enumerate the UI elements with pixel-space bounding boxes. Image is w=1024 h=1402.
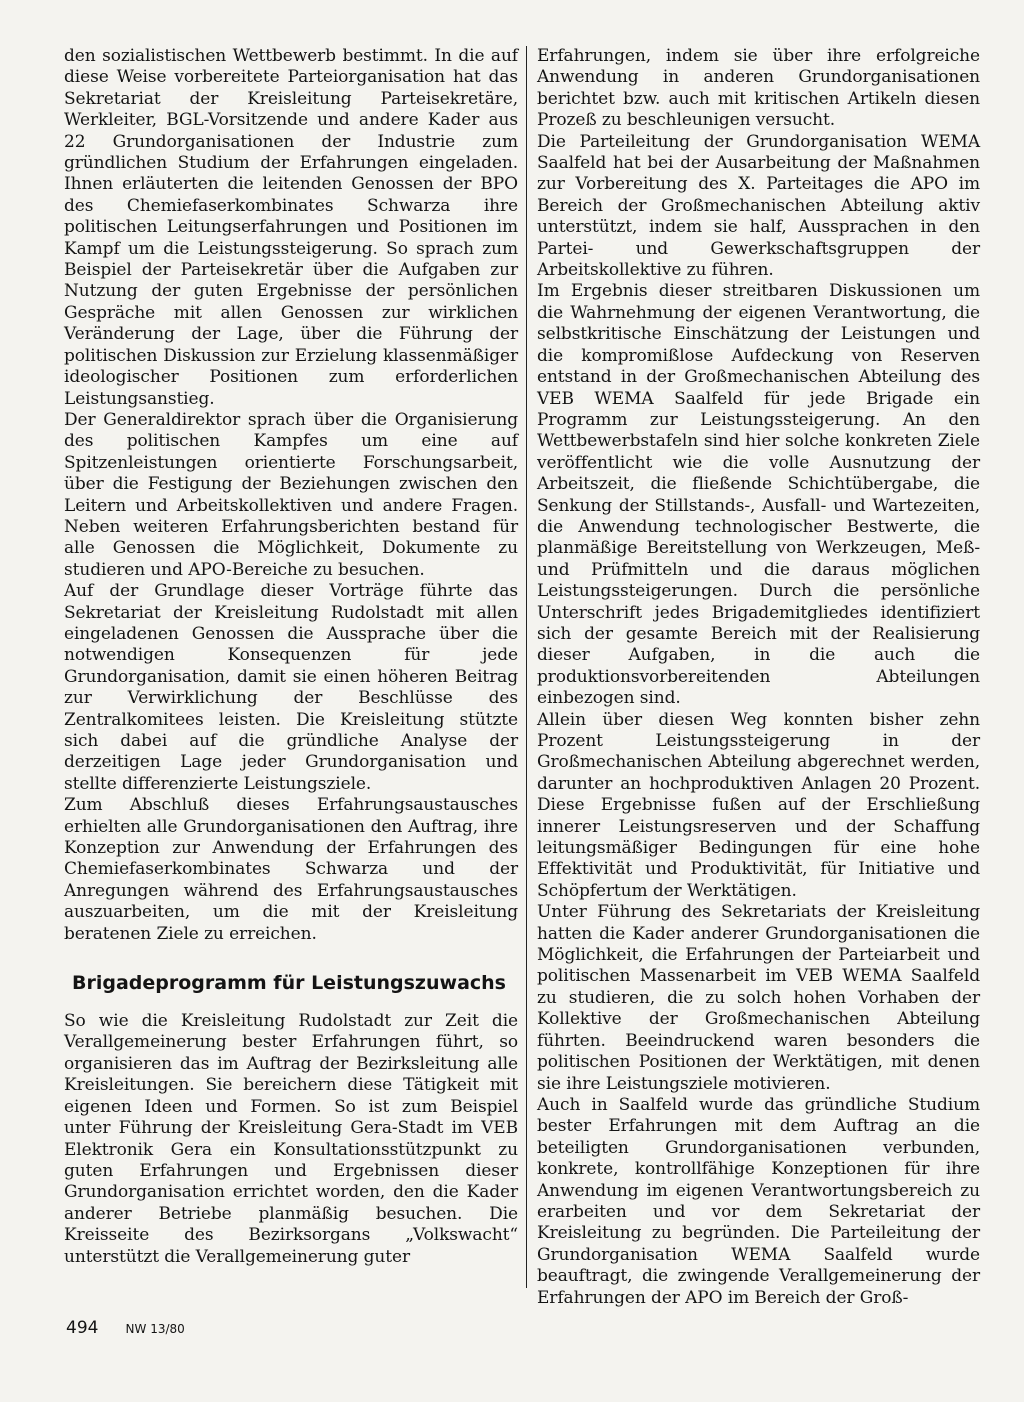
paragraph: So wie die Kreisleitung Rudolstadt zur Zeit die Verallgemeinerung bester Erfahrungen führt, so organisieren das im Auftrag der Bezirksleitung alle Kreisleitungen. Sie bereichern diese Tätigkeit mit eigenen Ideen und Formen. So ist zum Beispiel unter Führung der Kreisleitung Gera-Stadt im VEB Elektronik Gera ein Konsultationsstützpunkt zu guten Erfahrungen und Ergebnissen dieser Grundorganisation errichtet worden, den die Kader anderer Betriebe planmäßig besuchen. Die Kreisseite des Bezirksorgans „Volkswacht“ unterstützt die Verallgemeinerung guter [64,1011,518,1267]
page-footer [66,1318,185,1338]
paragraph: Der Generaldirektor sprach über die Organisierung des politischen Kampfes um eine auf Spitzenleistungen orientierte Forschungsarbeit, über die Festigung der Beziehungen zwischen den Leitern und Arbeitskollektiven und andere Fragen. Neben weiteren Erfahrungsberichten bestand für alle Genossen die Möglichkeit, Dokumente zu studieren und APO-Bereiche zu besuchen. [64,409,518,580]
paragraph: Im Ergebnis dieser streitbaren Diskussionen um die Wahrnehmung der eigenen Verantwortung, die selbstkritische Einschätzung der Leistungen und die kompromißlose Aufdeckung von Reserven entstand in der Großmechanischen Abteilung des VEB WEMA Saalfeld für jede Brigade ein Programm zur Leistungssteigerung. An den Wettbewerbstafeln sind hier solche konkreten Ziele veröffentlicht wie die volle Ausnutzung der Arbeitszeit, die fließende Schichtübergabe, die Senkung der Stillstands-, Ausfall- und Wartezeiten, die Anwendung technologischer Bestwerte, die planmäßige Bereitstellung von Werkzeugen, Meß- und Prüfmitteln und die daraus möglichen Leistungssteigerungen. Durch die persönliche Unterschrift jedes Brigademitgliedes identifiziert sich der gesamte Bereich mit der Realisierung dieser Aufgaben, in die auch die produktionsvorbereitenden Abteilungen einbezogen sind. [537,281,980,709]
left-column [64,46,518,1268]
paragraph: Allein über diesen Weg konnten bisher zehn Prozent Leistungssteigerung in der Großmechanischen Abteilung abgerechnet werden, darunter an hochproduktiven Anlagen 20 Prozent. Diese Ergebnisse fußen auf der Erschließung innerer Leistungsreserven und der Schaffung leitungsmäßiger Bedingungen für eine hohe Effektivität und Produktivität, für Initiative und Schöpfertum der Werktätigen. [537,709,980,901]
column-divider [526,46,527,1288]
paragraph: Auch in Saalfeld wurde das gründliche Studium bester Erfahrungen mit dem Auftrag an die beteiligten Grundorganisationen verbunden, konkrete, kontrollfähige Konzeptionen für ihre Anwendung im eigenen Verantwortungsbereich zu erarbeiten und vor dem Sekretariat der Kreisleitung zu begründen. Die Parteileitung der Grundorganisation WEMA Saalfeld wurde beauftragt, die zwingende Verallgemeinerung der Erfahrungen der APO im Bereich der Groß- [537,1094,980,1308]
paragraph: den sozialistischen Wettbewerb bestimmt. In die auf diese Weise vorbereitete Parteiorganisation hat das Sekretariat der Kreisleitung Parteisekretäre, Werkleiter, BGL-Vorsitzende und andere Kader aus 22 Grundorganisationen der Industrie zum gründlichen Studium der Erfahrungen eingeladen. Ihnen erläuterten die leitenden Genossen der BPO des Chemiefaserkombinates Schwarza ihre politischen Leitungserfahrungen und Positionen im Kampf um die Leistungssteigerung. So sprach zum Beispiel der Parteisekretär über die Aufgaben zur Nutzung der guten Ergebnisse der persönlichen Gespräche mit allen Genossen zur wirklichen Veränderung der Lage, über die Führung der politischen Diskussion zur Erzielung klassenmäßiger ideologischer Positionen zum erforderlichen Leistungsanstieg. [64,46,518,409]
page-number: 494 [66,1318,99,1338]
paragraph: Auf der Grundlage dieser Vorträge führte das Sekretariat der Kreisleitung Rudolstadt mit allen eingeladenen Genossen die Aussprache über die notwendigen Konsequenzen für jede Grundorganisation, damit sie einen höheren Beitrag zur Verwirklichung der Beschlüsse des Zentralkomitees leisten. Die Kreisleitung stützte sich dabei auf die gründliche Analyse der derzeitigen Lage jeder Grundorganisation und stellte differenzierte Leistungsziele. [64,581,518,794]
paragraph: Die Parteileitung der Grundorganisation WEMA Saalfeld hat bei der Ausarbeitung der Maßnahmen zur Vorbereitung des X. Parteitages die APO im Bereich der Großmechanischen Abteilung aktiv unterstützt, indem sie half, Aussprachen in den Partei- und Gewerkschaftsgruppen der Arbeitskollektive zu führen. [537,131,980,281]
paragraph: Zum Abschluß dieses Erfahrungsaustausches erhielten alle Grundorganisationen den Auftrag, ihre Konzeption zur Anwendung der Erfahrungen des Chemiefaserkombinates Schwarza und der Anregungen während des Erfahrungsaustausches auszuarbeiten, um die mit der Kreisleitung beratenen Ziele zu erreichen. [64,795,518,944]
right-column [537,46,980,1309]
paragraph: Unter Führung des Sekretariats der Kreisleitung hatten die Kader anderer Grundorganisationen die Möglichkeit, die Erfahrungen der Parteiarbeit und politischen Massenarbeit im VEB WEMA Saalfeld zu studieren, die zu solch hohen Vorhaben der Kollektive der Großmechanischen Abteilung führten. Beeindruckend waren besonders die politischen Positionen der Werktätigen, mit denen sie ihre Leistungsziele motivieren. [537,902,980,1094]
paragraph: Erfahrungen, indem sie über ihre erfolgreiche Anwendung in anderen Grundorganisationen berichtet bzw. auch mit kritischen Artikeln diesen Prozeß zu beschleunigen versucht. [537,46,980,131]
section-heading: Brigadeprogramm für Leistungszuwachs [72,972,506,995]
issue-label: NW 13/80 [125,1322,185,1336]
